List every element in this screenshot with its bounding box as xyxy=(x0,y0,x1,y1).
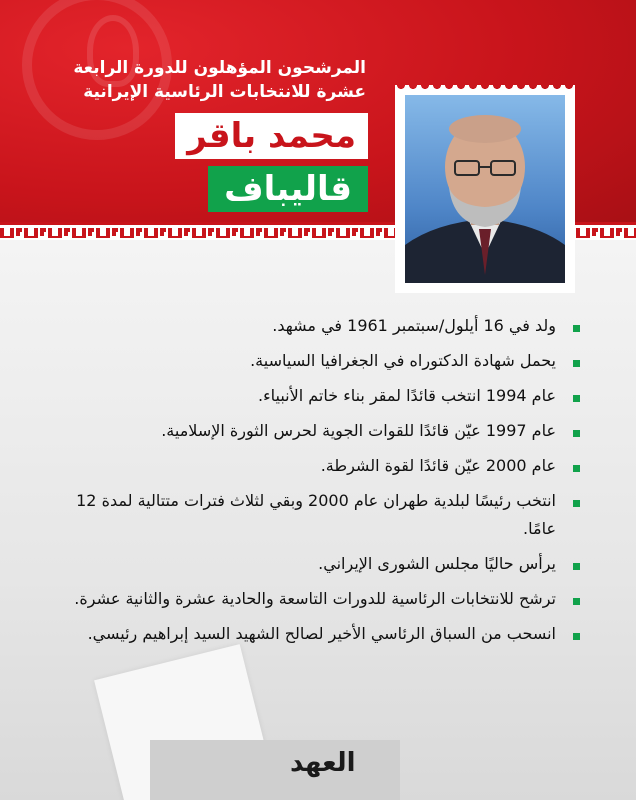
ballot-box-decoration xyxy=(150,740,400,800)
green-square-icon xyxy=(573,500,580,507)
fact-text: يرأس حاليًا مجلس الشورى الإيراني. xyxy=(318,554,556,573)
list-item xyxy=(74,550,574,578)
fact-text: عام 2000 عيّن قائدًا لقوة الشرطة. xyxy=(320,456,556,475)
green-square-icon xyxy=(573,598,580,605)
facts-list xyxy=(74,312,574,655)
fact-text: عام 1997 عيّن قائدًا للقوات الجوية لحرس الثورة الإسلامية. xyxy=(161,421,556,440)
green-square-icon xyxy=(573,633,580,640)
green-square-icon xyxy=(573,465,580,472)
list-item xyxy=(74,312,574,340)
list-item xyxy=(74,417,574,445)
fact-text: عام 1994 انتخب قائدًا لمقر بناء خاتم الأنبياء. xyxy=(258,386,556,405)
list-item xyxy=(74,347,574,375)
list-item xyxy=(74,487,574,543)
fact-text: انسحب من السباق الرئاسي الأخير لصالح الشهيد السيد إبراهيم رئيسي. xyxy=(87,624,556,643)
list-item xyxy=(74,585,574,613)
candidate-last-name: قاليباف xyxy=(208,166,368,212)
fact-text: ولد في 16 أيلول/سبتمبر 1961 في مشهد. xyxy=(272,316,556,335)
fact-text: ترشح للانتخابات الرئاسية للدورات التاسعة والحادية عشرة والثانية عشرة. xyxy=(74,589,556,608)
alahed-logo: العهد xyxy=(290,748,356,778)
green-square-icon xyxy=(573,395,580,402)
page-subtitle: المرشحون المؤهلون للدورة الرابعة عشرة للانتخابات الرئاسية الإيرانية xyxy=(73,58,366,102)
list-item xyxy=(74,382,574,410)
green-square-icon xyxy=(573,430,580,437)
green-square-icon xyxy=(573,563,580,570)
fact-text: انتخب رئيسًا لبلدية طهران عام 2000 وبقي لثلاث فترات متتالية لمدة 12 عامًا. xyxy=(76,491,556,538)
portrait-stamp-frame xyxy=(395,85,575,293)
list-item xyxy=(74,452,574,480)
candidate-portrait xyxy=(405,95,565,283)
candidate-first-name: محمد باقر xyxy=(175,113,368,159)
green-square-icon xyxy=(573,325,580,332)
fact-text: يحمل شهادة الدكتوراه في الجغرافيا السياسية. xyxy=(250,351,556,370)
list-item xyxy=(74,620,574,648)
green-square-icon xyxy=(573,360,580,367)
